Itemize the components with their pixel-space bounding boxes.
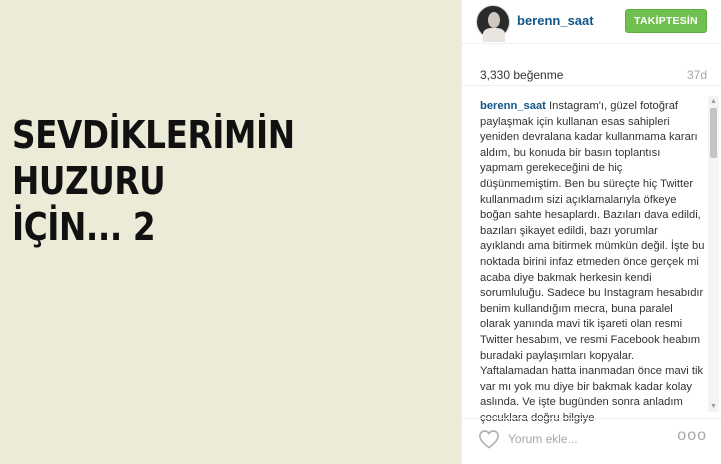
avatar-shoulders: [483, 28, 505, 42]
avatar-face: [488, 12, 500, 28]
scroll-down-arrow-icon[interactable]: ▼: [710, 403, 717, 410]
post-header: [462, 0, 721, 44]
post-image-text: SEVDİKLERİMİN HUZURU İÇİN... 2: [12, 113, 295, 249]
caption-text: Instagram'ı, güzel fotoğraf paylaşmak için kullanan esas sahipleri yeniden devralana kadar kullanmama kararı aldım, bu konuda bir basın toplantısı yapmam gerekeceğini de hiç düşünmemiştim. Ben bu süreçte hiç Twitter kullanmadım sizi açıklamalarıyla öfkeye boğan sahte hesaplardı. Bazıları dava edildi, bazıları şikayet edildi, bazı yorumlar ayıklandı ama bitirmek mümkün değil. İşte bu noktada birini infaz etmeden önce gerçek mi acaba diye bakmak herkesin kendi sorumluluğu. Sadece bu Instagram hesabıdır benim kullandığım mecra, buna paralel olarak yanında mavi tik işareti olan resmi Twitter hesabım, ve resmi Facebook heabım buradaki paylaşımları kopyalar. Yaftalamadan hatta inanmadan önce mavi tik var mı yok mu diye bir bakmak kadar kolay aslında. Ve işte bugünden sonra anladım çocuklara doğru bilgiye: [480, 100, 705, 424]
post-footer: [462, 418, 721, 464]
caption-scroll-area[interactable]: [480, 99, 705, 424]
post-time[interactable]: 37d: [686, 68, 707, 82]
more-options-icon[interactable]: ooo: [677, 427, 707, 444]
like-count[interactable]: 3,330 beğenme: [480, 68, 564, 82]
following-button[interactable]: TAKİPTESİN: [625, 9, 707, 33]
scrollbar-thumb[interactable]: [710, 108, 717, 158]
avatar[interactable]: [476, 5, 510, 39]
scroll-up-arrow-icon[interactable]: ▲: [710, 98, 717, 105]
username-link[interactable]: berenn_saat: [517, 13, 594, 28]
heart-icon[interactable]: [478, 429, 500, 449]
caption: [480, 99, 705, 426]
caption-username-link[interactable]: berenn_saat: [480, 100, 546, 112]
comment-input[interactable]: [508, 429, 628, 449]
post-sidebar: [461, 0, 720, 464]
post-meta: [462, 58, 721, 86]
caption-scrollbar[interactable]: [708, 96, 719, 412]
